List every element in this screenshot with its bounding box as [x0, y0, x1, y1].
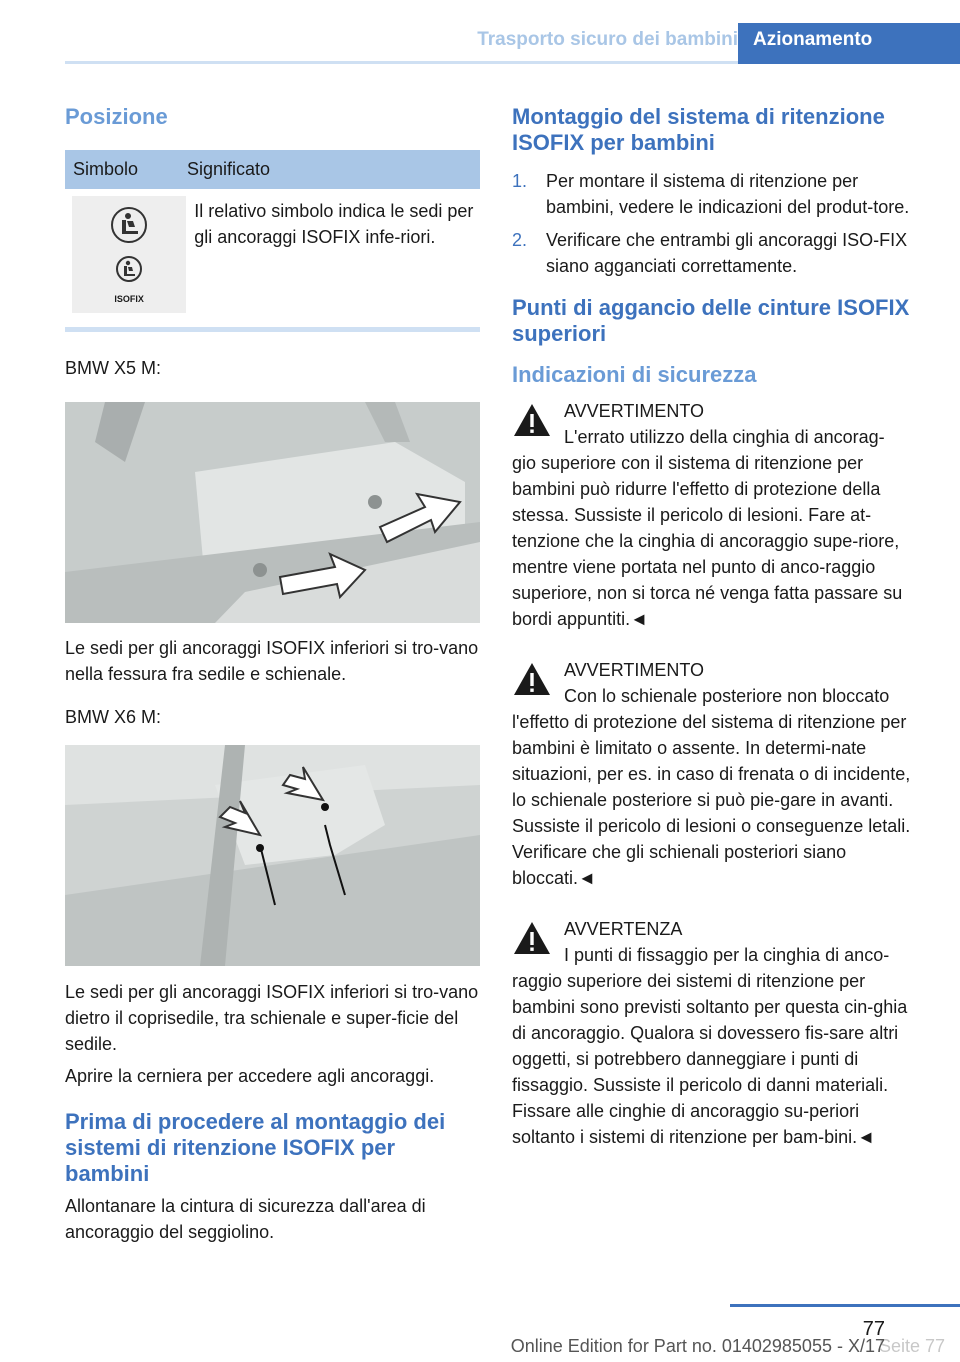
left-column	[65, 100, 480, 1245]
heading-position: Posizione	[65, 104, 168, 129]
warning-icon	[512, 661, 552, 697]
warning-block	[512, 657, 925, 891]
step-text: Verificare che entrambi gli ancoraggi ISO-FIX siano agganciati correttamente.	[546, 230, 908, 276]
heading-mounting: Montaggio del sistema di ritenzione ISOFIX per bambini	[512, 104, 885, 155]
warning-text: l'effetto di protezione del sistema di ritenzione per bambini è limitato o assente. In determi-nate situazioni, per es. in caso di frenata o di incidente, lo schienale posteriore si può pie-gare in avanti. Sussiste il pericolo di lesioni o conseguenze letali. Verificare che gli schienali posteriori siano bloccati.◄	[512, 712, 911, 888]
x6-note: Aprire la cerniera per accedere agli ancoraggi.	[65, 1066, 435, 1086]
x6-label: BMW X6 M:	[65, 707, 162, 727]
heading-preparation: Prima di procedere al montaggio dei sistemi di ritenzione ISOFIX per bambini	[65, 1109, 446, 1186]
edition-note: Online Edition for Part no. 01402985055 - X/17	[510, 1336, 885, 1356]
table-rule	[65, 327, 480, 332]
list-item	[512, 168, 925, 220]
child-seat-icon	[109, 205, 149, 245]
mounting-steps	[512, 168, 925, 279]
step-number: 1.	[512, 171, 528, 191]
warning-title: AVVERTENZA	[564, 919, 683, 939]
warning-text-first: I punti di fissaggio per la cinghia di anco-	[564, 945, 890, 965]
list-item	[512, 227, 925, 279]
prep-text: Allontanare la cintura di sicurezza dall'area di ancoraggio del seggiolino.	[65, 1196, 426, 1242]
isofix-label: ISOFIX	[114, 294, 144, 304]
col-header-symbol: Simbolo	[73, 159, 139, 179]
right-column	[512, 100, 925, 1150]
heading-safety: Indicazioni di sicurezza	[512, 362, 757, 387]
warning-text-first: Con lo schienale posteriore non bloccato	[564, 686, 890, 706]
isofix-symbol	[72, 196, 186, 313]
warning-text-first: L'errato utilizzo della cinghia di ancorag-	[564, 427, 885, 447]
warning-text: gio superiore con il sistema di ritenzione per bambini può ridurre l'effetto di protezione della stessa. Sussiste il pericolo di lesioni. Fare at-tenzione che la cinghia di ancoraggio supe-riore, mentre viene portata nel punto di anco-raggio superiore, non si torca né venga fatta passare su bordi appuntiti.◄	[512, 453, 903, 629]
x5-caption: Le sedi per gli ancoraggi ISOFIX inferiori si tro-vano nella fessura fra sedile e schienale.	[65, 638, 479, 684]
x6-seat-photo	[65, 745, 480, 966]
warning-text: raggio superiore dei sistemi di ritenzione per bambini sono previsti soltanto per questa cin-ghia di ancoraggio. Qualora si dovessero fis-sare altri oggetti, si potrebbero danneggiare i punti di fissaggio. Sussiste il pericolo di danni materiali. Fissare alle cinghie di ancoraggio su-periori soltanto i sistemi di ritenzione per bam-bini.◄	[512, 971, 908, 1147]
col-header-meaning: Significato	[187, 159, 271, 179]
warning-title: AVVERTIMENTO	[564, 401, 705, 421]
symbol-table-header	[65, 150, 480, 189]
table-row	[65, 189, 480, 327]
x5-label: BMW X5 M:	[65, 358, 162, 378]
heading-upper-anchors: Punti di aggancio delle cinture ISOFIX superiori	[512, 295, 910, 346]
warning-block	[512, 398, 925, 632]
step-number: 2.	[512, 230, 528, 250]
footer-rule	[730, 1304, 960, 1307]
warning-icon	[512, 920, 552, 956]
x5-seat-photo	[65, 402, 480, 623]
watermark: Seite 77	[878, 1336, 945, 1356]
page-header	[65, 23, 960, 63]
warning-block	[512, 916, 925, 1150]
symbol-table	[65, 150, 480, 332]
symbol-meaning: Il relativo simbolo indica le sedi per gli ancoraggi ISOFIX infe-riori.	[194, 201, 474, 247]
warning-title: AVVERTIMENTO	[564, 660, 705, 680]
page-number: 77	[862, 1318, 885, 1340]
warning-icon	[512, 402, 552, 438]
isofix-icon	[109, 255, 149, 293]
step-text: Per montare il sistema di ritenzione per bambini, vedere le indicazioni del produt-tore.	[546, 171, 910, 217]
header-section-title: Trasporto sicuro dei bambini	[477, 29, 738, 50]
x6-caption: Le sedi per gli ancoraggi ISOFIX inferiori si tro-vano dietro il coprisedile, tra schienale e super-ficie del sedile.	[65, 982, 479, 1054]
header-chapter-tab: Azionamento	[738, 23, 960, 64]
